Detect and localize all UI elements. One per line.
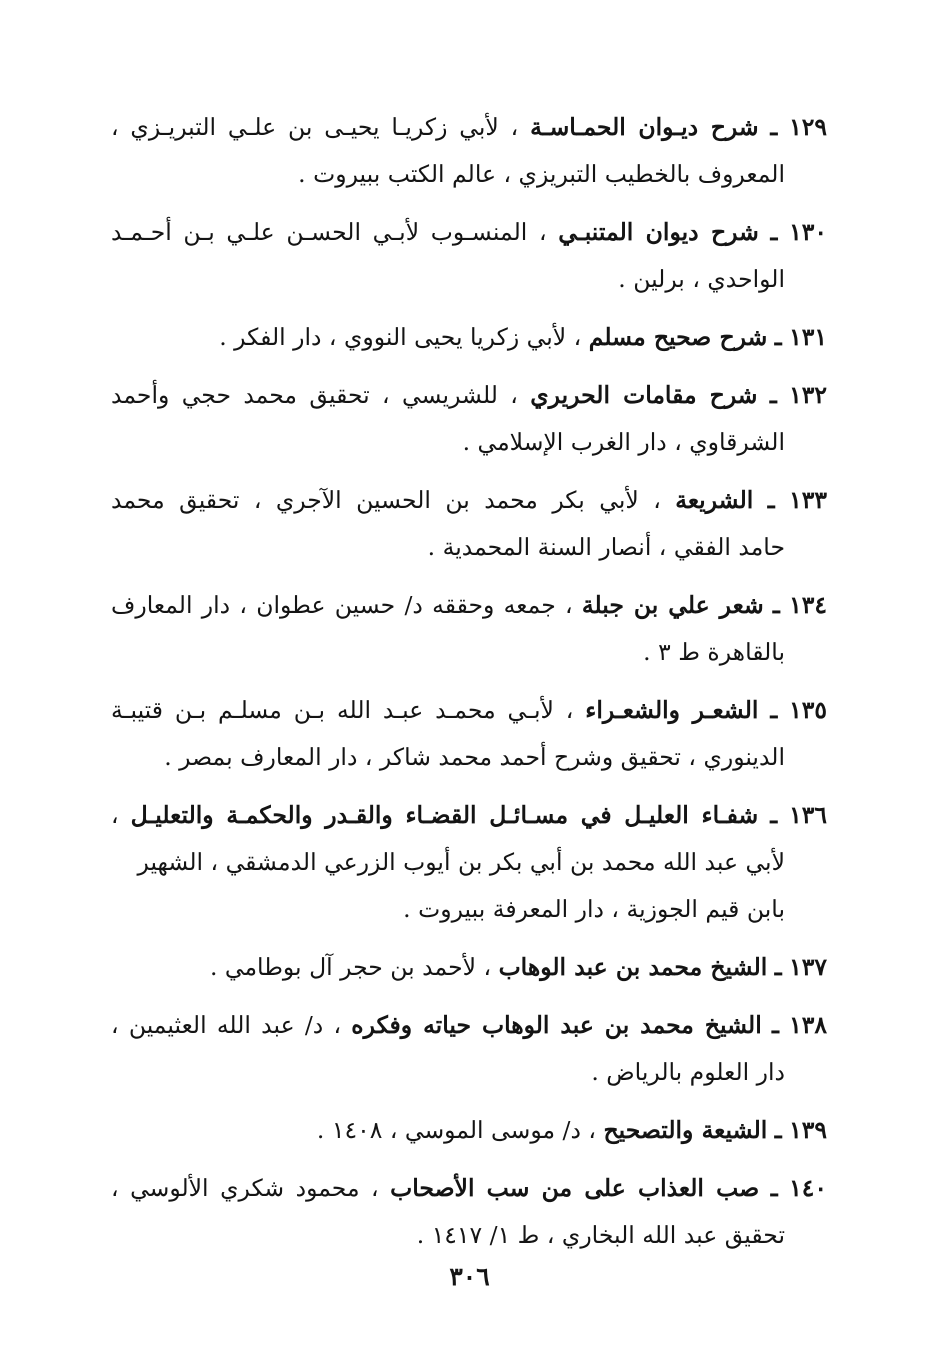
- entry-number: ١٣٢: [789, 381, 827, 409]
- entry-details: ، جمعه وحققه د/ حسين عطوان ، دار المعارف: [111, 591, 573, 619]
- entry-title: شرح صحيح مسلم: [588, 323, 768, 351]
- bibliography-entry: [111, 792, 827, 933]
- entry-details: ، محمود شكري الألوسي ،: [111, 1174, 379, 1202]
- entry-dash: ـ: [767, 486, 775, 514]
- entry-number: ١٣٥: [789, 696, 827, 724]
- entry-number: ١٣٣: [789, 486, 827, 514]
- bibliography-entry: [111, 944, 827, 991]
- entry-dash: ـ: [774, 323, 782, 351]
- entry-number: ١٢٩: [789, 113, 827, 141]
- entry-dash: ـ: [770, 696, 778, 724]
- entry-first-line: [111, 944, 827, 991]
- entry-number: ١٤٠: [789, 1174, 827, 1202]
- entry-dash: ـ: [772, 591, 780, 619]
- entry-continuation-line: بابن قيم الجوزية ، دار المعرفة ببيروت .: [403, 895, 785, 923]
- bibliography-entry: [111, 372, 827, 466]
- entry-details: ، د/ موسى الموسي ، ١٤٠٨ .: [316, 1116, 596, 1144]
- bibliography-entry: [111, 582, 827, 676]
- entry-number: ١٣٧: [789, 953, 827, 981]
- entry-continuation-line: تحقيق عبد الله البخاري ، ط ١/ ١٤١٧ .: [416, 1221, 785, 1249]
- entry-number: ١٣٦: [789, 801, 827, 829]
- entry-first-line: [111, 1165, 827, 1212]
- page-number: ٣٠٦: [449, 1262, 490, 1291]
- bibliography-entry: [111, 477, 827, 571]
- entry-details: ، لأبي زكريـا يحيـى بن علـي التبريـزي ،: [111, 113, 519, 141]
- entry-dash: ـ: [769, 381, 777, 409]
- bibliography-entry: [111, 1002, 827, 1096]
- entry-first-line: [111, 372, 827, 419]
- entry-dash: ـ: [774, 953, 782, 981]
- entry-dash: ـ: [774, 1116, 782, 1144]
- entry-details: ، د/ عبد الله العثيمين ،: [111, 1011, 342, 1039]
- entry-title: شفـاء العليـل في مسـائـل القضـاء والقـدر والحكمـة والتعليـل: [130, 801, 759, 829]
- entry-title: الشعـر والشعـراء: [585, 696, 759, 724]
- entry-dash: ـ: [770, 113, 778, 141]
- entry-title: صب العذاب على من سب الأصحاب: [390, 1174, 760, 1202]
- entry-dash: ـ: [771, 1011, 779, 1039]
- bibliography-entry: [111, 1107, 827, 1154]
- entry-dash: ـ: [770, 218, 778, 246]
- entry-continuation-line: بالقاهرة ط ٣ .: [643, 638, 785, 666]
- entry-first-line: [111, 314, 827, 361]
- entry-details: ، لأبي بكر محمد بن الحسين الآجري ، تحقيق محمد: [111, 486, 661, 514]
- entry-continuation-line: الدينوري ، تحقيق وشرح أحمد محمد شاكر ، دار المعارف بمصر .: [164, 743, 785, 771]
- entry-details: ، لأحمد بن حجر آل بوطامي .: [209, 953, 492, 981]
- entry-continuation-line: لأبي عبد الله محمد بن أبي بكر بن أيوب الزرعي الدمشقي ، الشهير: [137, 848, 785, 876]
- entry-number: ١٣١: [789, 323, 827, 351]
- entry-title: شرح ديوان المتنبـي: [558, 218, 759, 246]
- entry-title: شرح مقامات الحريري: [530, 381, 758, 409]
- bibliography-entry: [111, 314, 827, 361]
- bibliography-list: [111, 104, 827, 1259]
- entry-details: ،: [111, 801, 119, 829]
- bibliography-entry: [111, 687, 827, 781]
- entry-title: الشريعة: [675, 486, 754, 514]
- entry-title: شرح ديـوان الحمـاسـة: [530, 113, 759, 141]
- bibliography-entry: [111, 209, 827, 303]
- entry-dash: ـ: [770, 801, 778, 829]
- entry-number: ١٣٤: [789, 591, 827, 619]
- entry-first-line: [111, 1107, 827, 1154]
- entry-details: ، للشريسي ، تحقيق محمد حجي وأحمد: [111, 381, 518, 409]
- entry-dash: ـ: [770, 1174, 778, 1202]
- entry-first-line: [111, 104, 827, 151]
- entry-title: الشيخ محمد بن عبد الوهاب: [498, 953, 768, 981]
- entry-continuation-line: دار العلوم بالرياض .: [591, 1058, 785, 1086]
- entry-number: ١٣٩: [789, 1116, 827, 1144]
- entry-details: ، لأبي زكريا يحيى النووي ، دار الفكر .: [219, 323, 582, 351]
- entry-first-line: [111, 477, 827, 524]
- entry-first-line: [111, 582, 827, 629]
- entry-first-line: [111, 792, 827, 839]
- entry-first-line: [111, 687, 827, 734]
- entry-first-line: [111, 1002, 827, 1049]
- entry-continuation-line: المعروف بالخطيب التبريزي ، عالم الكتب ببيروت .: [298, 160, 785, 188]
- entry-number: ١٣٠: [789, 218, 827, 246]
- entry-number: ١٣٨: [789, 1011, 827, 1039]
- entry-first-line: [111, 209, 827, 256]
- entry-details: ، لأبـي محمـد عبـد الله بـن مسلـم بـن قتيبـة: [111, 696, 574, 724]
- entry-continuation-line: حامد الفقي ، أنصار السنة المحمدية .: [427, 533, 785, 561]
- entry-continuation-line: الشرقاوي ، دار الغرب الإسلامي .: [462, 428, 785, 456]
- entry-title: شعر علي بن جبلة: [581, 591, 764, 619]
- entry-details: ، المنسـوب لأبـي الحسـن علـي بـن أحـمـد: [111, 218, 547, 246]
- bibliography-entry: [111, 104, 827, 198]
- entry-continuation-line: الواحدي ، برلين .: [618, 265, 785, 293]
- entry-title: الشيخ محمد بن عبد الوهاب حياته وفكره: [351, 1011, 762, 1039]
- bibliography-entry: [111, 1165, 827, 1259]
- entry-title: الشيعة والتصحيح: [603, 1116, 768, 1144]
- bibliography-page: [111, 104, 827, 1270]
